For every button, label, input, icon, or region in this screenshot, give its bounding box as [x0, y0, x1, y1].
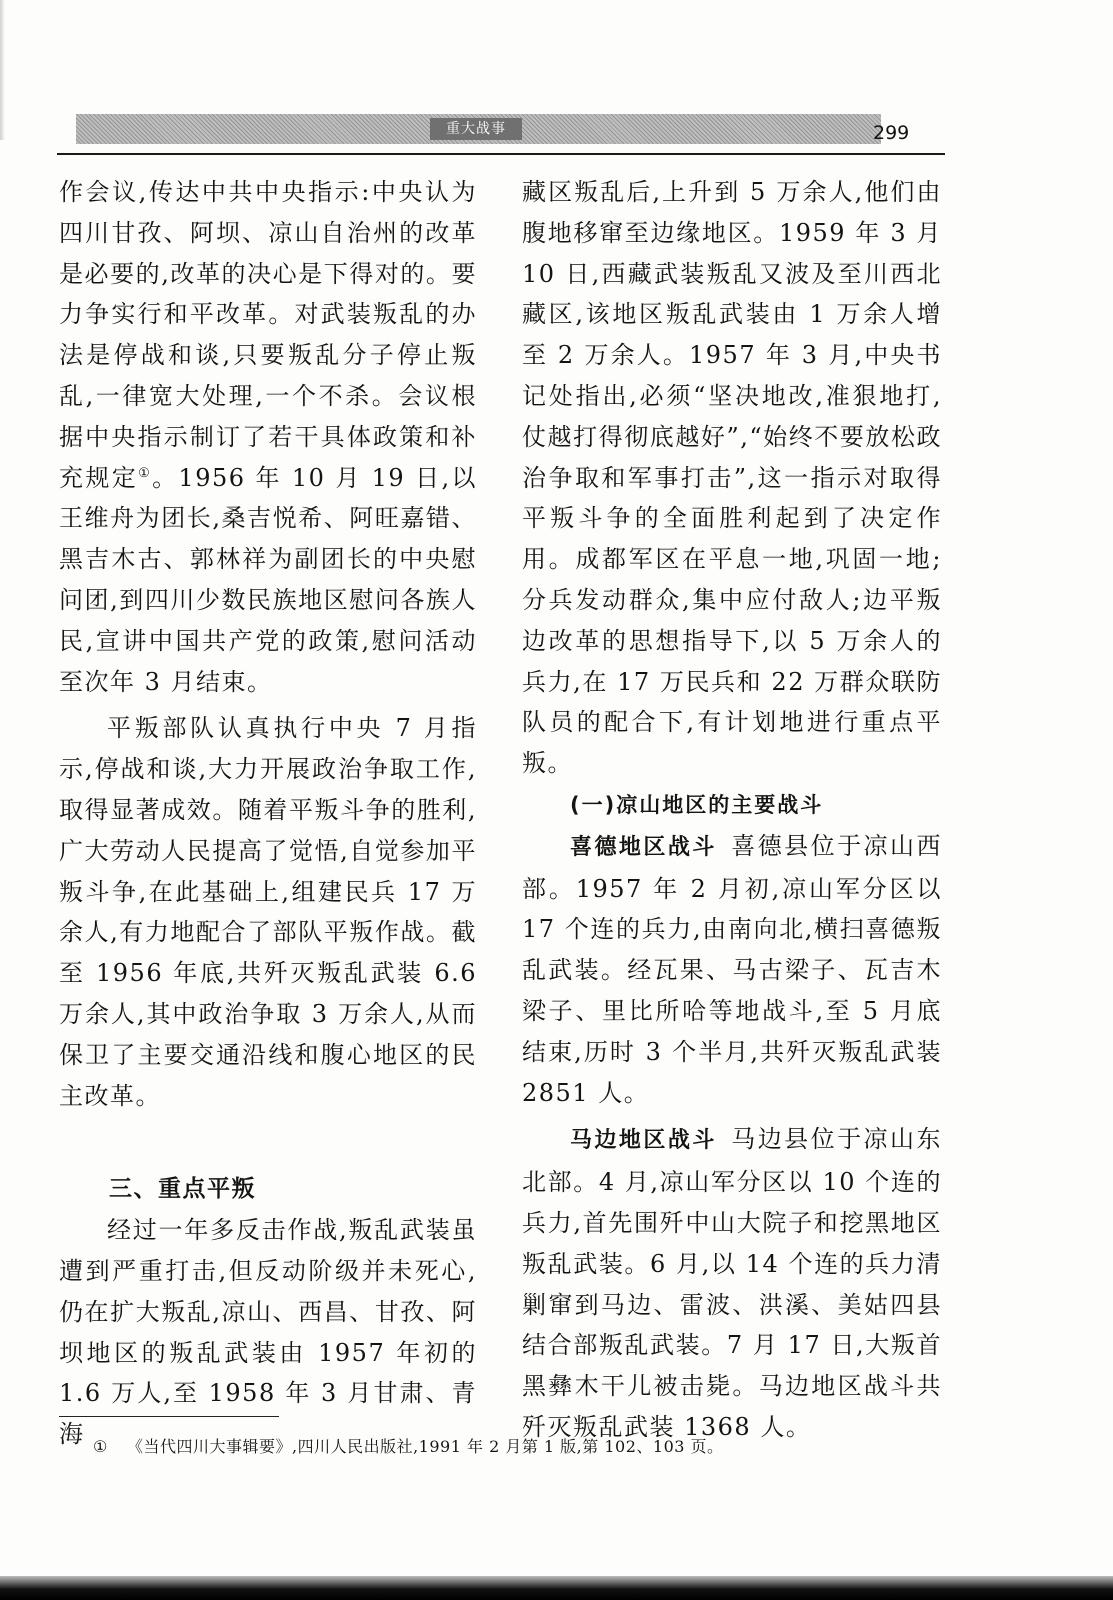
scan-bottom-edge [0, 1576, 1113, 1600]
paragraph-text: 喜德县位于凉山西部。1957 年 2 月初,凉山军分区以 17 个连的兵力,由南向北,横扫喜德叛乱武装。经瓦果、马古梁子、瓦吉木梁子、里比所哈等地战斗,至 5 月底结束,历时 3 个半月,共歼灭叛乱武装 2851 人。 [522, 831, 942, 1107]
header-rule [57, 153, 945, 155]
paragraph-text: 。1956 年 10 月 19 日,以王维舟为团长,桑吉悦希、阿旺嘉错、黑吉木古、郭林祥为副团长的中央慰问团,到四川少数民族地区慰问各族人民,宣讲中国共产党的政策,慰问活动至次年 3 月结束。 [59, 463, 478, 696]
run-in-heading: 喜德地区战斗 [570, 834, 717, 860]
right-column [522, 172, 942, 1448]
left-column [59, 172, 477, 1455]
footnote [93, 1436, 724, 1458]
paragraph: 藏区叛乱后,上升到 5 万余人,他们由腹地移窜至边缘地区。1959 年 3 月 10 日,西藏武装叛乱又波及至川西北藏区,该地区叛乱武装由 1 万余人增至 2 万余人。1957 年 3 月,中央书记处指出,必须“坚决地改,准狠地打,仗越打得彻底越好”,“始终不要放松政治争取和军事打击”,这一指示对取得平叛斗争的全面胜利起到了决定作用。成都军区在平息一地,巩固一地;分兵发动群众,集中应付敌人;边平叛边改革的思想指导下,以 5 万余人的兵力,在 17 万民兵和 22 万群众联防队员的配合下,有计划地进行重点平叛。 [522, 178, 942, 778]
paragraph [59, 172, 477, 702]
paragraph-text: 作会议,传达中共中央指示:中央认为四川甘孜、阿坝、凉山自治州的改革是必要的,改革的决心是下得对的。要力争实行和平改革。对武装叛乱的办法是停战和谈,只要叛乱分子停止叛乱,一律宽大处理,一个不杀。会议根据中央指示制订了若干具体政策和补充规定 [59, 178, 477, 492]
paragraph [522, 826, 942, 1114]
subsection-heading: (一)凉山地区的主要战斗 [570, 792, 824, 817]
running-header-title: 重大战事 [430, 118, 522, 140]
page-number: 299 [873, 122, 910, 144]
scan-edge [0, 0, 5, 140]
run-in-heading: 马边地区战斗 [570, 1128, 717, 1154]
section-heading: 三、重点平叛 [109, 1176, 256, 1203]
footnote-reference: ① [138, 465, 153, 481]
paragraph: 平叛部队认真执行中央 7 月指示,停战和谈,大力开展政治争取工作,取得显著成效。随着平叛斗争的胜利,广大劳动人民提高了觉悟,自觉参加平叛斗争,在此基础上,组建民兵 17 万余人,有力地配合了部队平叛作战。截至 1956 年底,共歼灭叛乱武装 6.6 万余人,其中政治争取 3 万余人,从而保卫了主要交通沿线和腹心地区的民主改革。 [59, 714, 477, 1110]
footnote-rule [59, 1416, 279, 1417]
footnote-marker: ① [93, 1437, 108, 1456]
paragraph-text: 马边县位于凉山东北部。4 月,凉山军分区以 10 个连的兵力,首先围歼中山大院子和挖黑地区叛乱武装。6 月,以 14 个连的兵力清剿窜到马边、雷波、洪溪、美姑四县结合部叛乱武装。7 月 17 日,大叛首黑彝木干儿被击毙。马边地区战斗共歼灭叛乱武装 1368 人。 [522, 1125, 942, 1441]
paragraph: 经过一年多反击作战,叛乱武装虽遭到严重打击,但反动阶级并未死心,仍在扩大叛乱,凉山、西昌、甘孜、阿坝地区的叛乱武装由 1957 年初的 1.6 万人,至 1958 年 3 月甘肃、青海 [59, 1216, 477, 1449]
paragraph [522, 1119, 942, 1447]
footnote-text: 《当代四川大事辑要》,四川人民出版社,1991 年 2 月第 1 版,第 102、103 页。 [127, 1437, 724, 1456]
